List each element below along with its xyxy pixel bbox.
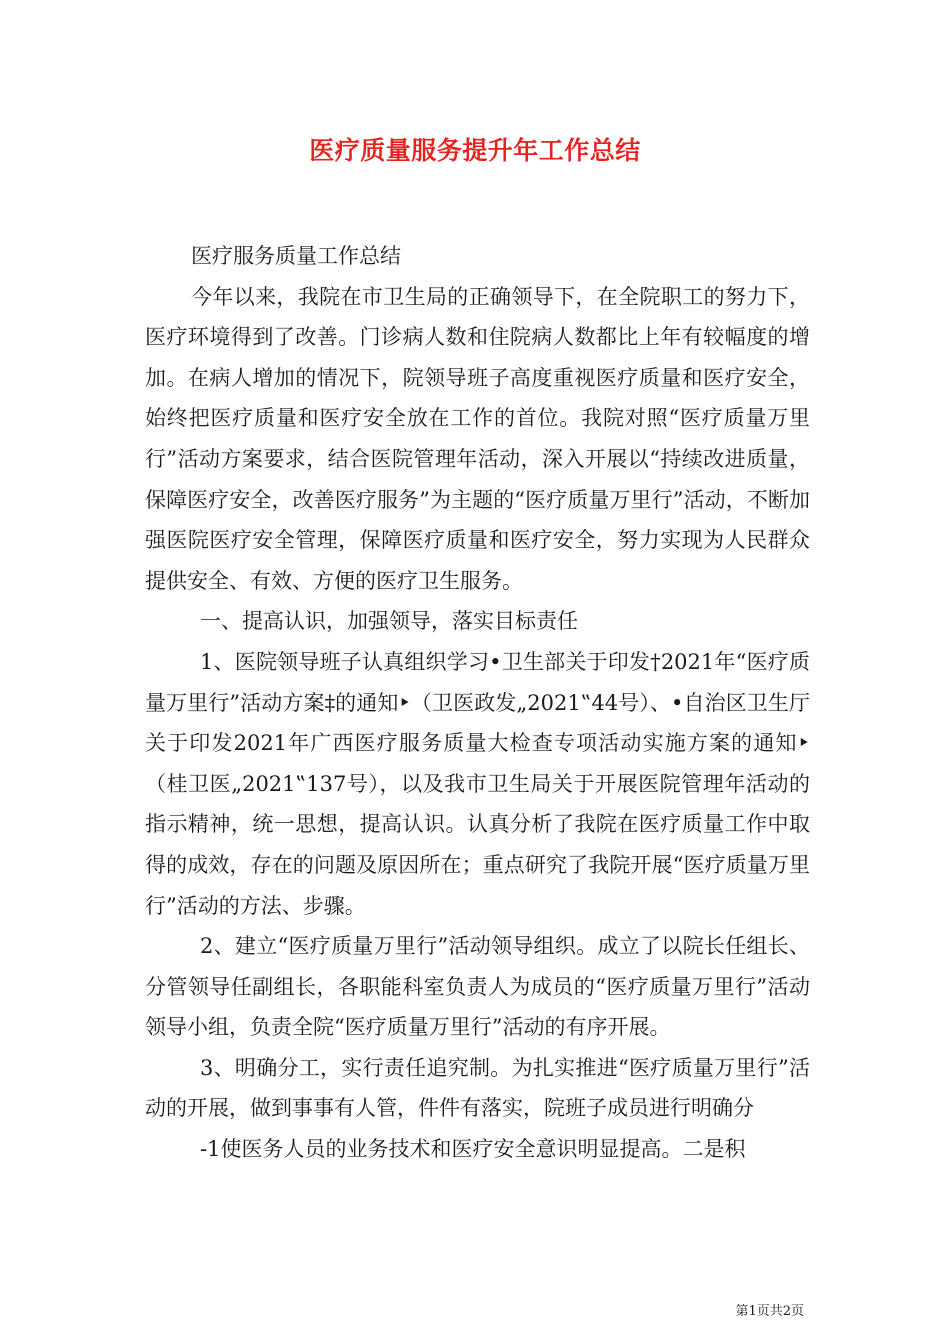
section-heading: 一、提高认识，加强领导，落实目标责任 <box>200 609 578 634</box>
document-title: 医疗质量服务提升年工作总结 <box>309 136 641 165</box>
document-subtitle: 医疗服务质量工作总结 <box>191 244 401 268</box>
paragraph-item-3: 3、明确分工，实行责任追究制。为扎实推进“医疗质量万里行”活动的开展，做到事事有人管，件件有落实，院班子成员进行明确分 <box>145 1055 810 1121</box>
paragraph-continuation: -1使医务人员的业务技术和医疗安全意识明显提高。二是积 <box>200 1137 746 1162</box>
paragraph-item-1: 1、医院领导班子认真组织学习•卫生部关于印发†2021年“医疗质量万里行”活动方案‡的通知‣（卫医政发„2021‟44号）、•自治区卫生厅关于印发2021年广西医疗服务质量大检查专项活动实施方案的通知‣（桂卫医„2021‟137号），以及我市卫生局关于开展医院管理年活动的指示精神，统一思想，提高认识。认真分析了我院在医疗质量工作中取得的成效，存在的问题及原因所在；重点研究了我院开展“医疗质量万里行”活动的方法、步骤。 <box>145 649 810 918</box>
document-body <box>145 236 810 1170</box>
page-indicator: 第1页共2页 <box>735 1304 804 1319</box>
paragraph-item-2: 2、建立“医疗质量万里行”活动领导组织。成立了以院长任组长、分管领导任副组长，各职能科室负责人为成员的“医疗质量万里行”活动领导小组，负责全院“医疗质量万里行”活动的有序开展。 <box>145 934 810 1040</box>
paragraph-intro: 今年以来，我院在市卫生局的正确领导下，在全院职工的努力下，医疗环境得到了改善。门诊病人数和住院病人数都比上年有较幅度的增加。在病人增加的情况下，院领导班子高度重视医疗质量和医疗安全，始终把医疗质量和医疗安全放在工作的首位。我院对照“医疗质量万里行”活动方案要求，结合医院管理年活动，深入开展以“持续改进质量，保障医疗安全，改善医疗服务”为主题的“医疗质量万里行”活动，不断加强医院医疗安全管理，保障医疗质量和医疗安全，努力实现为人民群众提供安全、有效、方便的医疗卫生服务。 <box>145 284 810 593</box>
